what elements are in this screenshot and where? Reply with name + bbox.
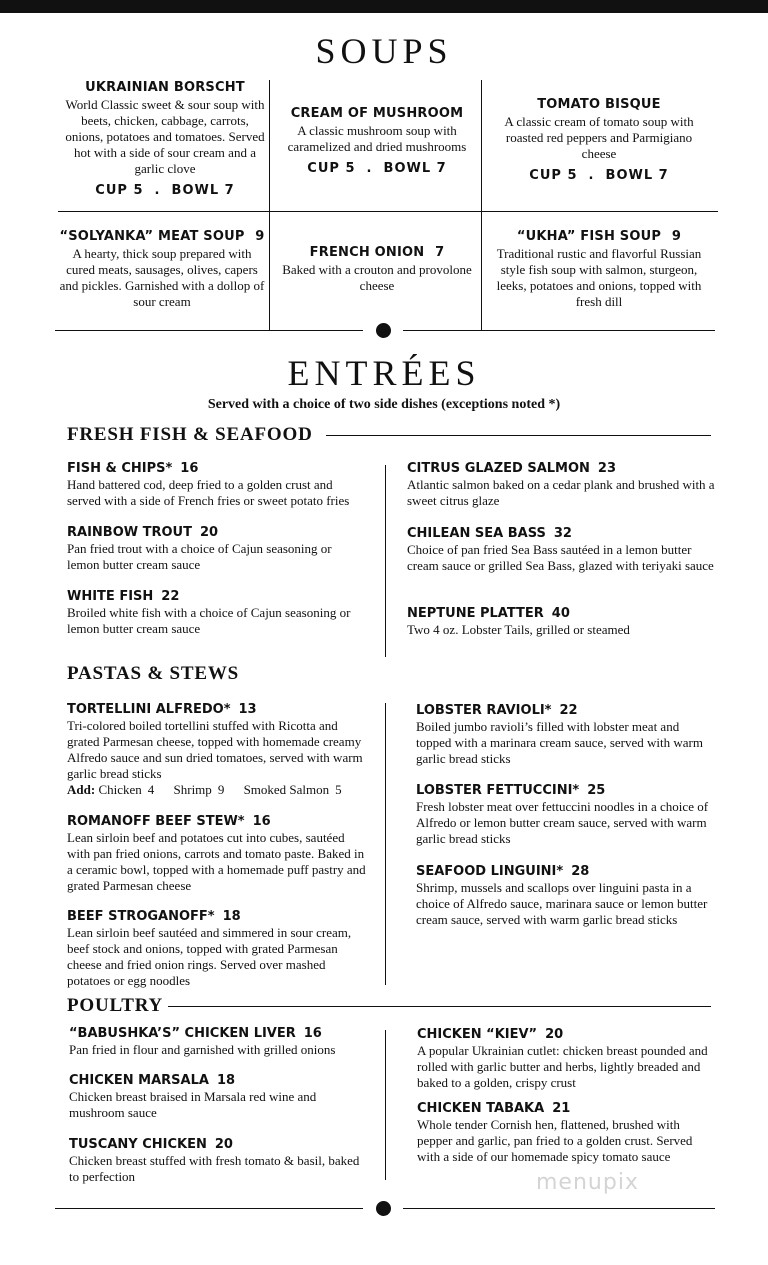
- menu-item: [69, 1072, 369, 1121]
- item-name: [416, 863, 716, 880]
- item-name-text: LOBSTER FETTUCCINI*: [416, 783, 580, 798]
- item-price: 18: [216, 1073, 236, 1088]
- menu-item: [407, 605, 717, 638]
- bottom-rule-left: [55, 1208, 363, 1209]
- pastas-section-title: PASTAS & STEWS: [67, 663, 240, 684]
- poultry-section-title: POULTRY: [67, 995, 164, 1016]
- item-name-text: TORTELLINI ALFREDO*: [67, 702, 231, 717]
- item-name: [67, 524, 367, 541]
- entrees-title: ENTRÉES: [287, 353, 481, 393]
- item-price: 22: [559, 703, 578, 718]
- soup-solyanka: [58, 229, 266, 310]
- item-description: A popular Ukrainian cutlet: chicken breast pounded and rolled with garlic butter and herbs, lightly breaded and baked to a golden, crispy crust: [417, 1043, 708, 1090]
- soup-description: World Classic sweet & sour soup with beets, chicken, cabbage, carrots, onions, potatoes and tomatoes. Served hot with a side of sour cream and a garlic clove: [65, 97, 265, 176]
- item-name: [407, 460, 717, 477]
- menu-item: [67, 701, 367, 798]
- soup-description: A classic cream of tomato soup with roasted red peppers and Parmigiano cheese: [504, 114, 694, 161]
- soup-ukrainian-borscht: [62, 80, 268, 198]
- soup-name: UKRAINIAN BORSCHT: [85, 80, 245, 95]
- item-name: [407, 525, 717, 542]
- item-description: Pan fried trout with a choice of Cajun seasoning or lemon butter cream sauce: [67, 541, 332, 572]
- item-description: Boiled jumbo ravioli’s filled with lobster meat and topped with a marinara cream sauce, served with warm garlic bread sticks: [416, 719, 703, 766]
- soups-divider-left: [269, 80, 270, 330]
- item-name-text: TUSCANY CHICKEN: [69, 1137, 207, 1152]
- addon-name: Chicken: [98, 782, 142, 797]
- menu-item: [417, 1100, 717, 1165]
- item-name-text: NEPTUNE PLATTER: [407, 606, 544, 621]
- menu-item: [416, 863, 716, 928]
- menu-item: [69, 1136, 369, 1185]
- menu-item: [69, 1025, 369, 1058]
- menu-item: [67, 524, 367, 573]
- soup-description: A classic mushroom soup with caramelized and dried mushrooms: [287, 123, 467, 154]
- item-description: Tri-colored boiled tortellini stuffed with Ricotta and grated Parmesan cheese, topped with homemade creamy Alfredo sauce and sun dried tomatoes, served with warm garlic bread sticks: [67, 718, 363, 781]
- item-name-text: CHICKEN TABAKA: [417, 1101, 545, 1116]
- item-description: Choice of pan fried Sea Bass sautéed in a lemon butter cream sauce or grilled Sea Bass, glazed with teriyaki sauce: [407, 542, 714, 573]
- item-name-text: RAINBOW TROUT: [67, 525, 192, 540]
- item-name-text: SEAFOOD LINGUINI*: [416, 864, 564, 879]
- item-name-text: CHILEAN SEA BASS: [407, 526, 546, 541]
- soup-cream-of-mushroom: [276, 106, 478, 176]
- item-name-text: BEEF STROGANOFF*: [67, 909, 215, 924]
- item-name-text: LOBSTER RAVIOLI*: [416, 703, 552, 718]
- item-name-text: ROMANOFF BEEF STEW*: [67, 814, 245, 829]
- poultry-column-divider: [385, 1030, 386, 1180]
- item-name-text: CHICKEN “KIEV”: [417, 1027, 538, 1042]
- item-price: 20: [199, 525, 219, 540]
- item-description: Broiled white fish with a choice of Cajun seasoning or lemon butter cream sauce: [67, 605, 351, 636]
- soup-price: 9: [255, 229, 265, 244]
- item-price: 40: [551, 606, 570, 621]
- item-name: [69, 1025, 369, 1042]
- item-description: Hand battered cod, deep fried to a golden crust and served with a side of French fries or sweet potato fries: [67, 477, 350, 508]
- soup-price: 7: [435, 245, 445, 260]
- addon-price: 4: [147, 782, 155, 797]
- item-description: Whole tender Cornish hen, flattened, brushed with pepper and garlic, pan fried to a golden crust. Served with a side of our homemade spicy tomato sauce: [417, 1117, 693, 1164]
- addon-price: 9: [217, 782, 225, 797]
- item-description: Pan fried in flour and garnished with grilled onions: [69, 1042, 336, 1057]
- soup-name-text: “UKHA” FISH SOUP: [516, 229, 662, 244]
- addon-name: Shrimp: [173, 782, 212, 797]
- soup-french-onion: [282, 245, 472, 294]
- divider-dot: [376, 323, 391, 338]
- soups-row-divider: [58, 211, 718, 212]
- soup-name: CREAM OF MUSHROOM: [290, 106, 464, 121]
- menu-item: [416, 782, 716, 847]
- soups-title: SOUPS: [315, 31, 453, 71]
- item-price: 22: [161, 589, 180, 604]
- item-name: [417, 1026, 717, 1043]
- item-price: 32: [553, 526, 572, 541]
- soups-divider-right: [481, 80, 482, 330]
- addons-row: [67, 782, 367, 798]
- item-description: Lean sirloin beef sautéed and simmered in sour cream, beef stock and onions, topped with grated Parmesan cheese and fried onion rings. Served over mashed potatoes or egg noodles: [67, 925, 352, 988]
- soup-price: CUP 5 . BOWL 7: [95, 183, 235, 198]
- item-name-text: FISH & CHIPS*: [67, 461, 173, 476]
- menu-item: [416, 702, 716, 767]
- item-name: [416, 702, 716, 719]
- addons-label: Add:: [67, 782, 96, 797]
- item-name: [417, 1100, 717, 1117]
- soup-name: [58, 229, 266, 244]
- item-price: 23: [597, 461, 617, 476]
- item-name: [67, 908, 367, 925]
- item-price: 16: [303, 1026, 322, 1041]
- soup-name: TOMATO BISQUE: [537, 97, 661, 112]
- bottom-rule-right: [403, 1208, 715, 1209]
- item-price: 16: [180, 461, 199, 476]
- fish-section-title: FRESH FISH & SEAFOOD: [67, 424, 313, 445]
- menu-item: [417, 1026, 717, 1091]
- item-name: [67, 813, 367, 830]
- item-description: Lean sirloin beef and potatoes cut into cubes, sautéed with pan fried onions, carrots and tomato paste. Baked in a ceramic bowl, topped with a homemade puff pastry and grated Parmesan cheese: [67, 830, 366, 893]
- menu-item: [67, 588, 367, 637]
- item-description: Fresh lobster meat over fettuccini noodles in a choice of Alfredo or lemon butter cream sauce, served with warm garlic bread sticks: [416, 799, 709, 846]
- item-description: Chicken breast stuffed with fresh tomato & basil, baked to perfection: [69, 1153, 360, 1184]
- soups-bottom-rule-left: [55, 330, 363, 331]
- item-name: [67, 701, 367, 718]
- soup-description: Baked with a crouton and provolone cheese: [282, 262, 472, 293]
- item-price: 16: [252, 814, 271, 829]
- soup-description: Traditional rustic and flavorful Russian style fish soup with salmon, sturgeon, leeks, potatoes and onions, topped with fresh dill: [496, 246, 702, 309]
- entrees-subtitle: Served with a choice of two side dishes (exceptions noted *): [207, 397, 561, 412]
- item-price: 13: [238, 702, 257, 717]
- item-name-text: “BABUSHKA’S” CHICKEN LIVER: [69, 1026, 296, 1041]
- soup-price: CUP 5 . BOWL 7: [529, 168, 669, 183]
- item-name: [67, 460, 367, 477]
- fish-title-rule: [326, 435, 711, 436]
- item-description: Atlantic salmon baked on a cedar plank and brushed with a sweet citrus glaze: [407, 477, 715, 508]
- pastas-column-divider: [385, 703, 386, 985]
- menu-item: [67, 908, 367, 989]
- item-price: 28: [571, 864, 590, 879]
- item-description: Two 4 oz. Lobster Tails, grilled or steamed: [407, 622, 630, 637]
- item-name: [69, 1136, 369, 1153]
- item-name: [67, 588, 367, 605]
- soup-name-text: “SOLYANKA” MEAT SOUP: [59, 229, 245, 244]
- item-price: 25: [587, 783, 606, 798]
- soup-name: [490, 229, 708, 244]
- soup-price: CUP 5 . BOWL 7: [307, 161, 447, 176]
- soups-bottom-rule-right: [403, 330, 715, 331]
- menu-item: [67, 460, 367, 509]
- top-bar: [0, 0, 768, 13]
- soup-description: A hearty, thick soup prepared with cured meats, sausages, olives, capers and pickles. Garnished with a dollop of sour cream: [59, 246, 265, 309]
- addon-price: 5: [335, 782, 342, 797]
- addon-name: Smoked Salmon: [243, 782, 330, 797]
- item-name: [416, 782, 716, 799]
- item-price: 21: [552, 1101, 571, 1116]
- menu-item: [407, 460, 717, 509]
- menu-item: [407, 525, 717, 574]
- menu-item: [67, 813, 367, 894]
- divider-dot: [376, 1201, 391, 1216]
- poultry-title-rule: [168, 1006, 711, 1007]
- watermark: menupix: [536, 1170, 639, 1195]
- fish-column-divider: [385, 465, 386, 657]
- item-name-text: WHITE FISH: [67, 589, 154, 604]
- item-name: [69, 1072, 369, 1089]
- item-price: 20: [545, 1027, 564, 1042]
- item-name-text: CHICKEN MARSALA: [69, 1073, 209, 1088]
- soup-tomato-bisque: [494, 97, 704, 183]
- item-price: 20: [214, 1137, 233, 1152]
- item-description: Shrimp, mussels and scallops over linguini pasta in a choice of Alfredo sauce, marinara sauce or lemon butter cream sauce, served with warm garlic bread sticks: [416, 880, 708, 927]
- item-name-text: CITRUS GLAZED SALMON: [407, 461, 590, 476]
- soup-price: 9: [671, 229, 682, 244]
- item-description: Chicken breast braised in Marsala red wine and mushroom sauce: [69, 1089, 317, 1120]
- soup-ukha: [490, 229, 708, 310]
- soup-name: [282, 245, 472, 260]
- item-name: [407, 605, 717, 622]
- item-price: 18: [222, 909, 241, 924]
- soup-name-text: FRENCH ONION: [309, 245, 425, 260]
